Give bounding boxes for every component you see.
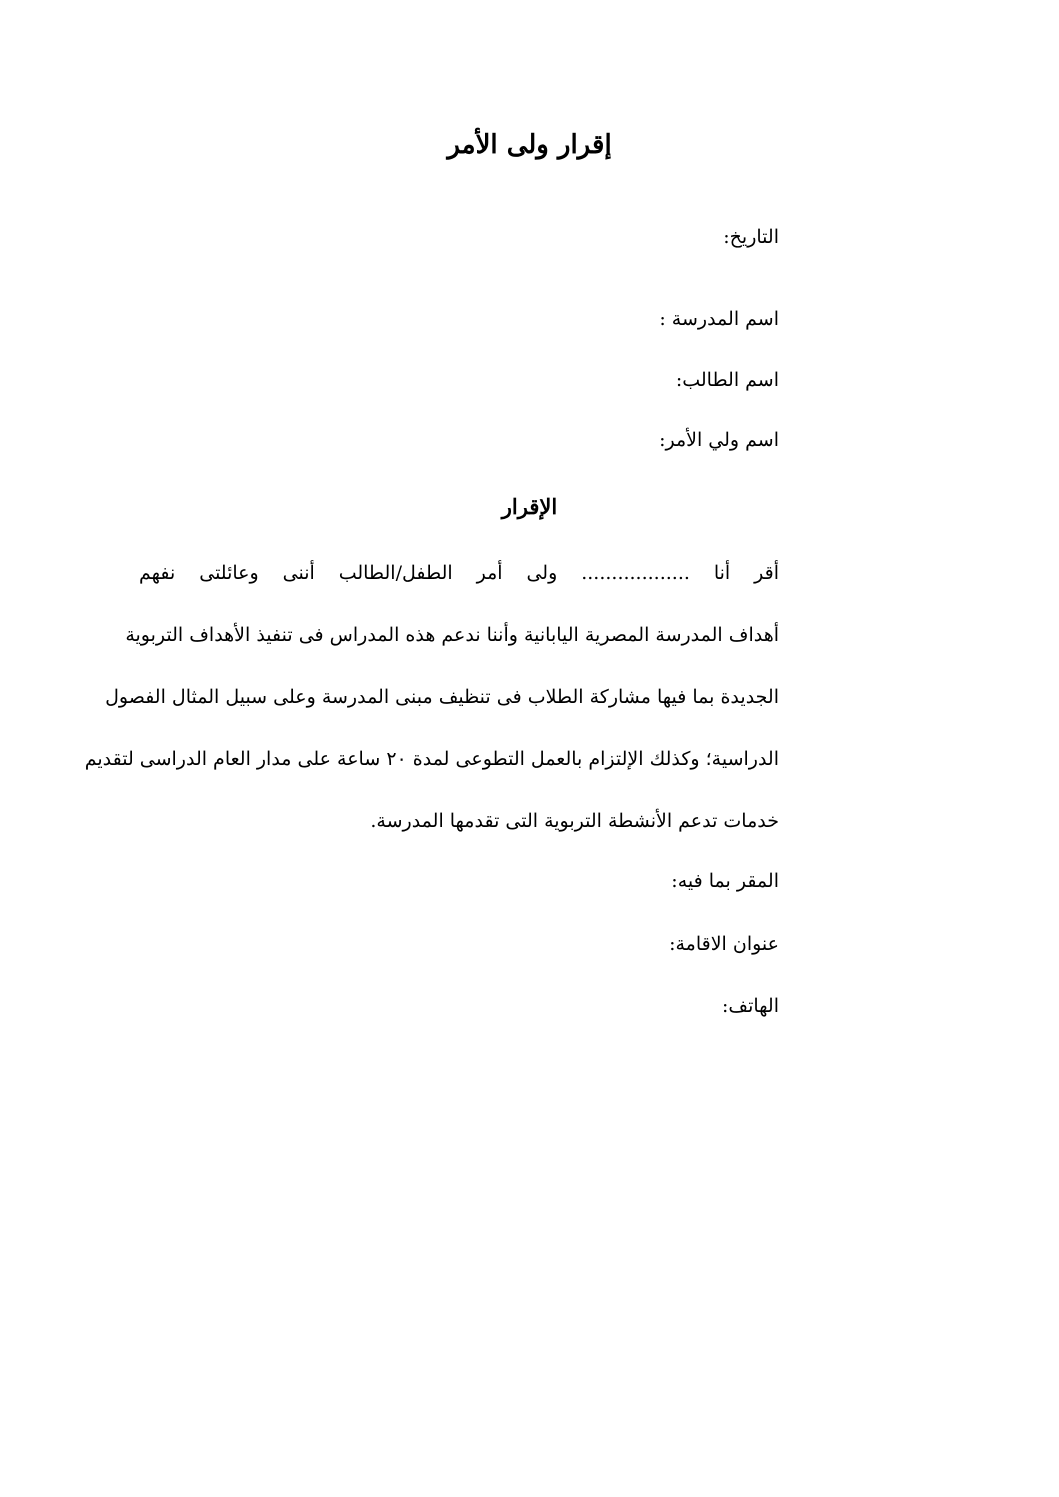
- phone-field-label: الهاتف:: [722, 995, 779, 1017]
- date-field-label: التاريخ:: [723, 226, 779, 248]
- acknowledger-field-label: المقر بما فيه:: [671, 870, 779, 892]
- paragraph-line-4: الدراسية؛ وكذلك الإلتزام بالعمل التطوعى لمدة ٢٠ ساعة على مدار العام الدراسى لتقديم: [84, 748, 779, 770]
- document-title: إقرار ولى الأمر: [447, 130, 612, 160]
- student-name-field-label: اسم الطالب:: [675, 369, 779, 391]
- section-heading: الإقرار: [501, 494, 558, 519]
- address-field-label: عنوان الاقامة:: [669, 933, 779, 955]
- paragraph-line-5: خدمات تدعم الأنشطة التربوية التى تقدمها المدرسة.: [370, 810, 779, 832]
- school-name-field-label: اسم المدرسة :: [659, 308, 779, 330]
- paragraph-line-2: أهداف المدرسة المصرية اليابانية وأننا ندعم هذه المدراس فى تنفيذ الأهداف التربوية: [125, 624, 779, 646]
- paragraph-line-3: الجديدة بما فيها مشاركة الطلاب فى تنظيف مبنى المدرسة وعلى سبيل المثال الفصول: [105, 686, 779, 708]
- paragraph-line-1: أقر أنا .................. ولى أمر الطفل/الطالب أننى وعائلتى نفهم: [139, 562, 779, 584]
- guardian-name-field-label: اسم ولي الأمر:: [659, 429, 779, 451]
